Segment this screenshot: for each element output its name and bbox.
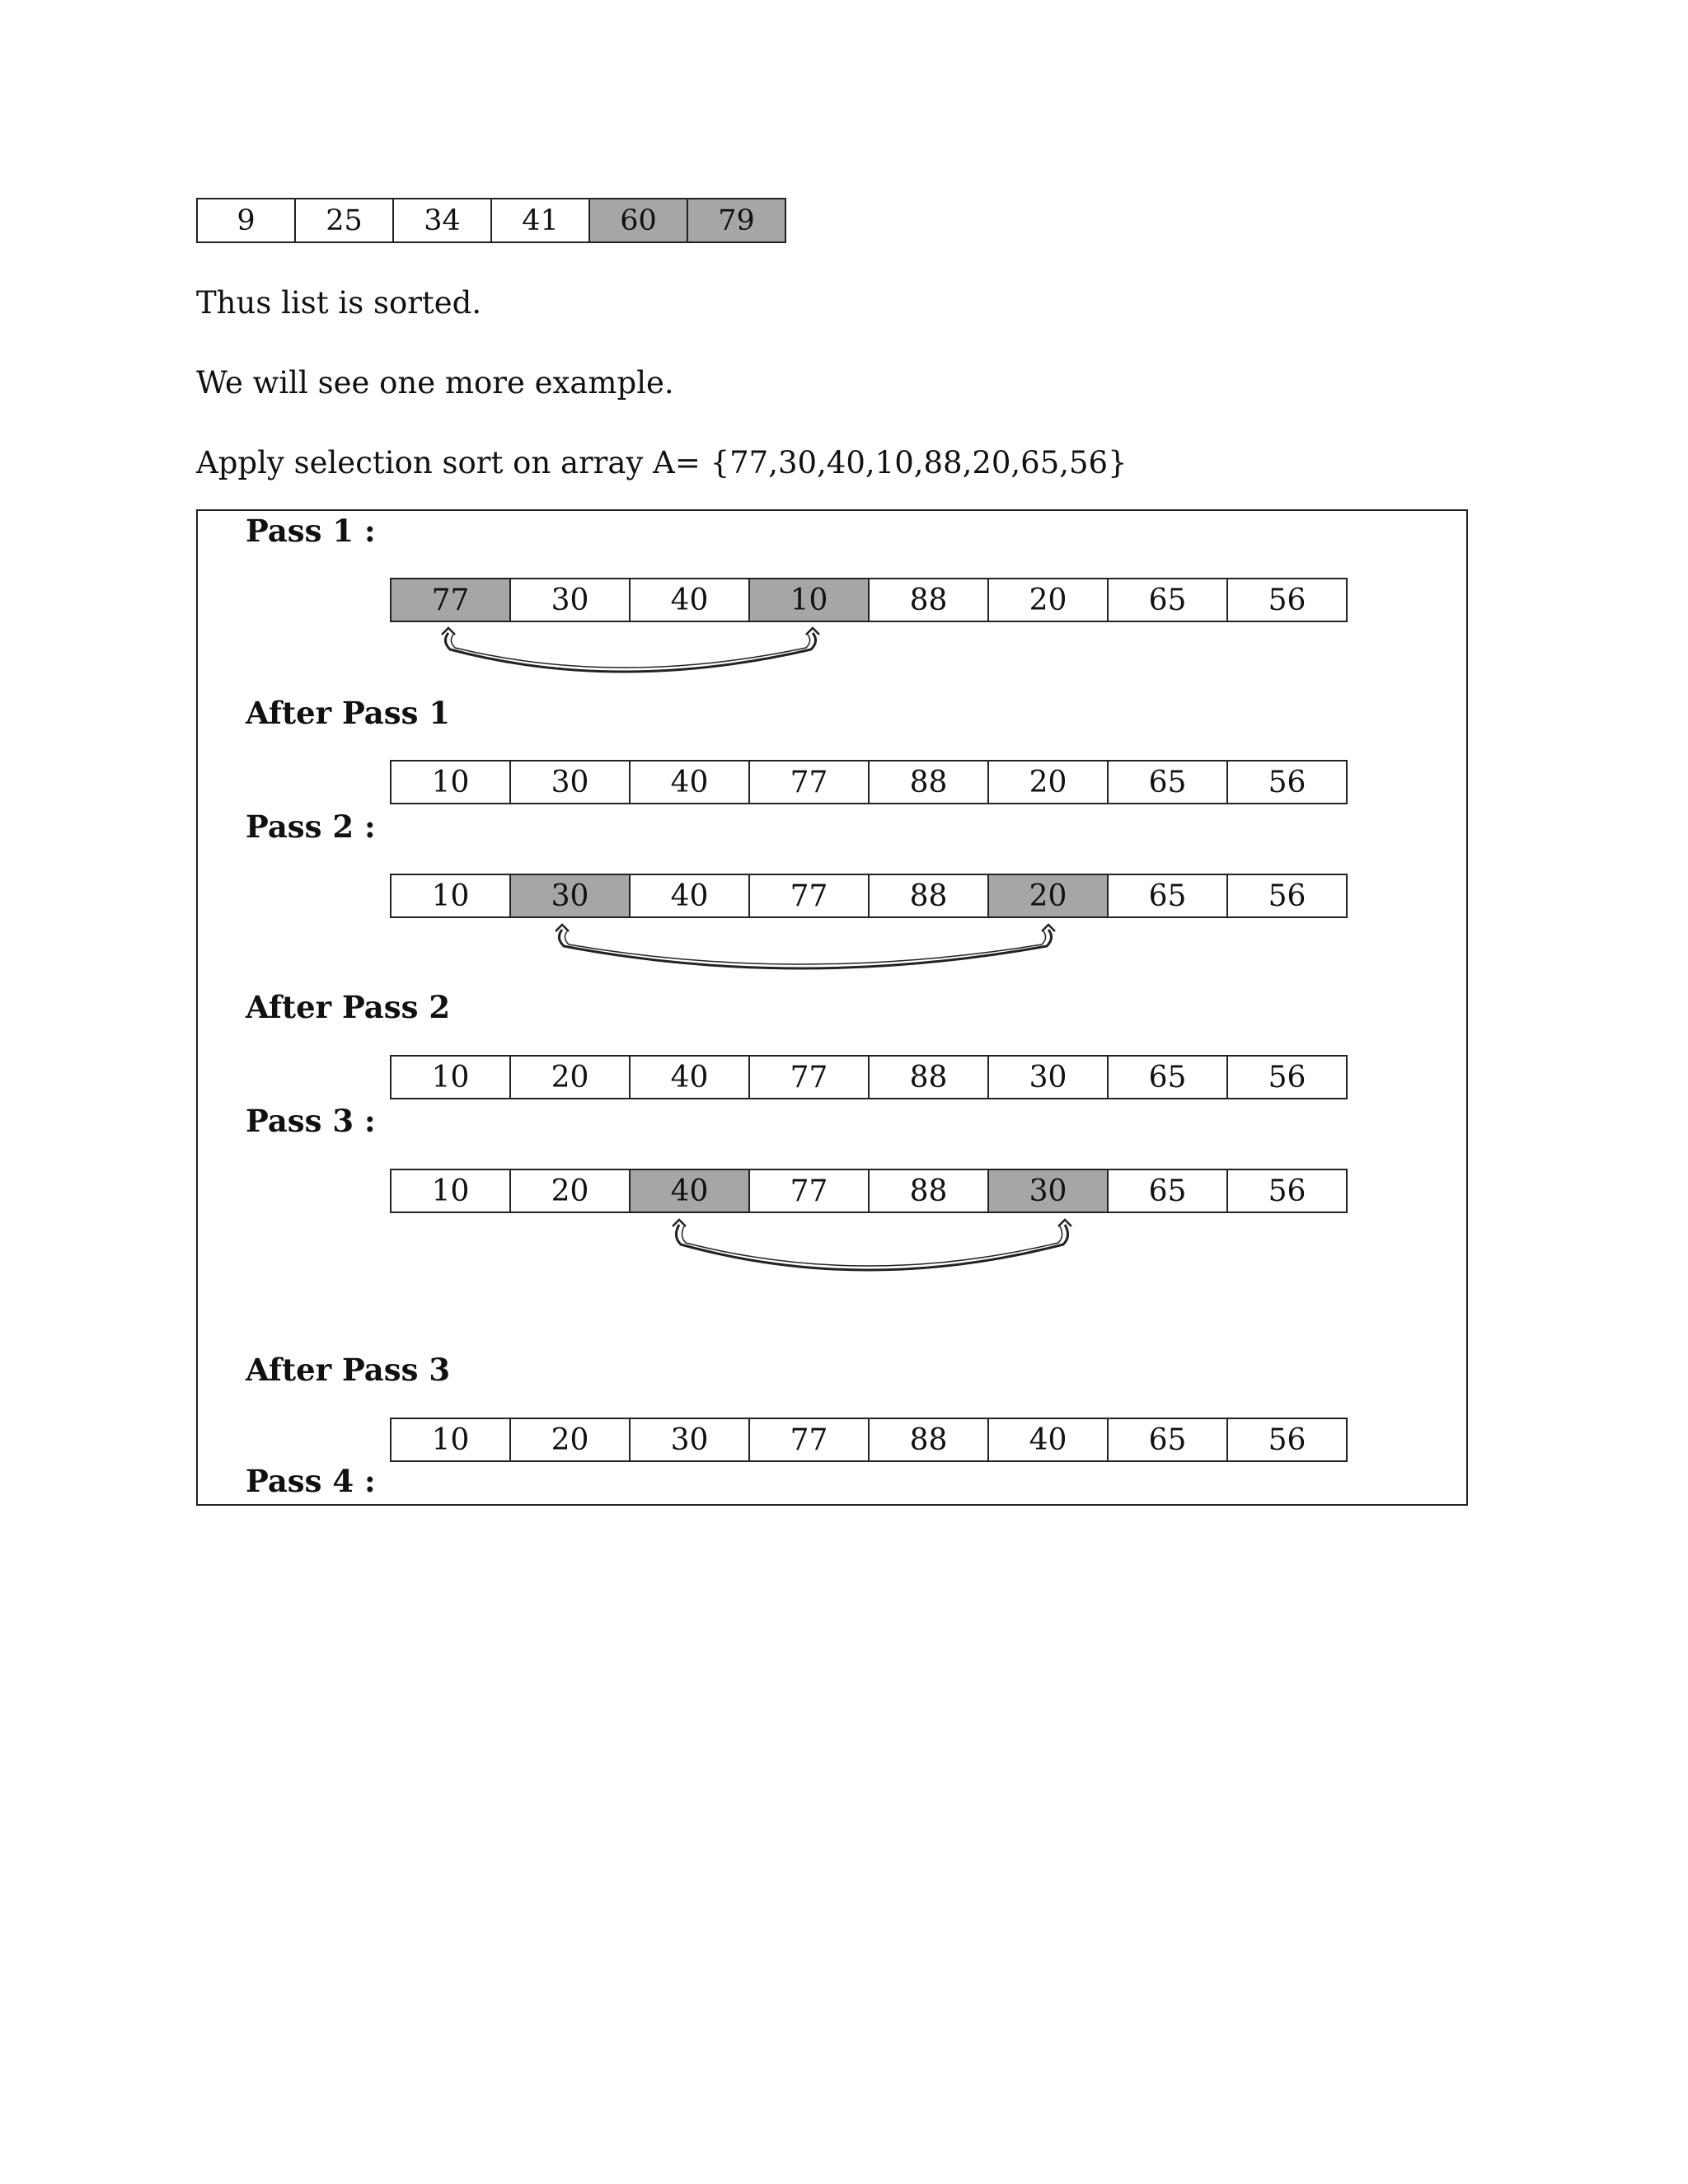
array-cell: 20 (988, 761, 1108, 804)
array-cell: 88 (869, 874, 988, 917)
array-cell: 40 (630, 761, 749, 804)
array-cell: 9 (197, 199, 295, 242)
array-cell: 10 (749, 579, 869, 621)
array-cell: 30 (988, 1169, 1108, 1212)
after-pass-2-array (390, 1055, 1348, 1099)
swap-arrow-icon (668, 1220, 1076, 1286)
problem-statement: Apply selection sort on array A= {77,30,40,10,88,20,65,56} (196, 445, 1128, 480)
pass-4-label: Pass 4 : (246, 1463, 376, 1499)
array-cell: 34 (393, 199, 491, 242)
array-row (197, 199, 785, 242)
swap-arrow-icon (551, 925, 1060, 984)
array-cell: 20 (510, 1056, 630, 1099)
array-row (391, 761, 1347, 804)
array-cell: 40 (630, 1169, 749, 1212)
example-intro: We will see one more example. (196, 365, 674, 401)
array-cell: 88 (869, 761, 988, 804)
array-cell: 10 (391, 874, 510, 917)
array-row (391, 1418, 1347, 1461)
array-row (391, 1169, 1347, 1212)
array-row (391, 579, 1347, 621)
array-cell: 88 (869, 579, 988, 621)
array-row (391, 1056, 1347, 1099)
array-cell: 77 (749, 1169, 869, 1212)
array-cell: 56 (1227, 874, 1347, 917)
after-pass-3-array (390, 1418, 1348, 1462)
array-cell: 20 (988, 579, 1108, 621)
array-cell: 65 (1108, 1056, 1227, 1099)
array-cell: 88 (869, 1056, 988, 1099)
array-cell: 56 (1227, 1418, 1347, 1461)
array-cell: 30 (510, 874, 630, 917)
array-cell: 30 (988, 1056, 1108, 1099)
array-cell: 10 (391, 1418, 510, 1461)
array-cell: 20 (988, 874, 1108, 917)
after-pass-3-label: After Pass 3 (246, 1352, 451, 1388)
swap-arrow-icon (437, 628, 824, 687)
array-cell: 77 (749, 874, 869, 917)
after-pass-1-label: After Pass 1 (246, 695, 451, 731)
pass-3-array (390, 1169, 1348, 1213)
after-pass-2-label: After Pass 2 (246, 989, 451, 1025)
array-cell: 20 (510, 1169, 630, 1212)
array-cell: 30 (510, 579, 630, 621)
after-pass-1-array (390, 760, 1348, 804)
array-cell: 10 (391, 761, 510, 804)
array-cell: 25 (295, 199, 393, 242)
array-cell: 65 (1108, 1169, 1227, 1212)
array-cell: 40 (630, 579, 749, 621)
array-cell: 40 (630, 1056, 749, 1099)
array-cell: 65 (1108, 761, 1227, 804)
sorted-statement: Thus list is sorted. (196, 285, 482, 321)
array-cell: 65 (1108, 1418, 1227, 1461)
array-cell: 77 (749, 1056, 869, 1099)
array-cell: 20 (510, 1418, 630, 1461)
array-cell: 60 (589, 199, 687, 242)
array-cell: 10 (391, 1169, 510, 1212)
array-cell: 77 (749, 1418, 869, 1461)
pass-1-label: Pass 1 : (246, 513, 376, 549)
pass-2-array (390, 874, 1348, 918)
pass-1-array (390, 578, 1348, 622)
array-cell: 30 (630, 1418, 749, 1461)
array-cell: 77 (749, 761, 869, 804)
array-cell: 56 (1227, 761, 1347, 804)
array-cell: 40 (630, 874, 749, 917)
array-cell: 65 (1108, 579, 1227, 621)
pass-2-label: Pass 2 : (246, 808, 376, 845)
array-cell: 30 (510, 761, 630, 804)
pass-3-label: Pass 3 : (246, 1103, 376, 1139)
array-cell: 56 (1227, 579, 1347, 621)
array-cell: 56 (1227, 1169, 1347, 1212)
array-row (391, 874, 1347, 917)
array-cell: 65 (1108, 874, 1227, 917)
array-cell: 88 (869, 1418, 988, 1461)
array-cell: 77 (391, 579, 510, 621)
array-cell: 41 (491, 199, 589, 242)
array-cell: 10 (391, 1056, 510, 1099)
array-cell: 40 (988, 1418, 1108, 1461)
array-cell: 79 (687, 199, 785, 242)
array-cell: 88 (869, 1169, 988, 1212)
array-cell: 56 (1227, 1056, 1347, 1099)
top-sorted-array (196, 198, 786, 243)
